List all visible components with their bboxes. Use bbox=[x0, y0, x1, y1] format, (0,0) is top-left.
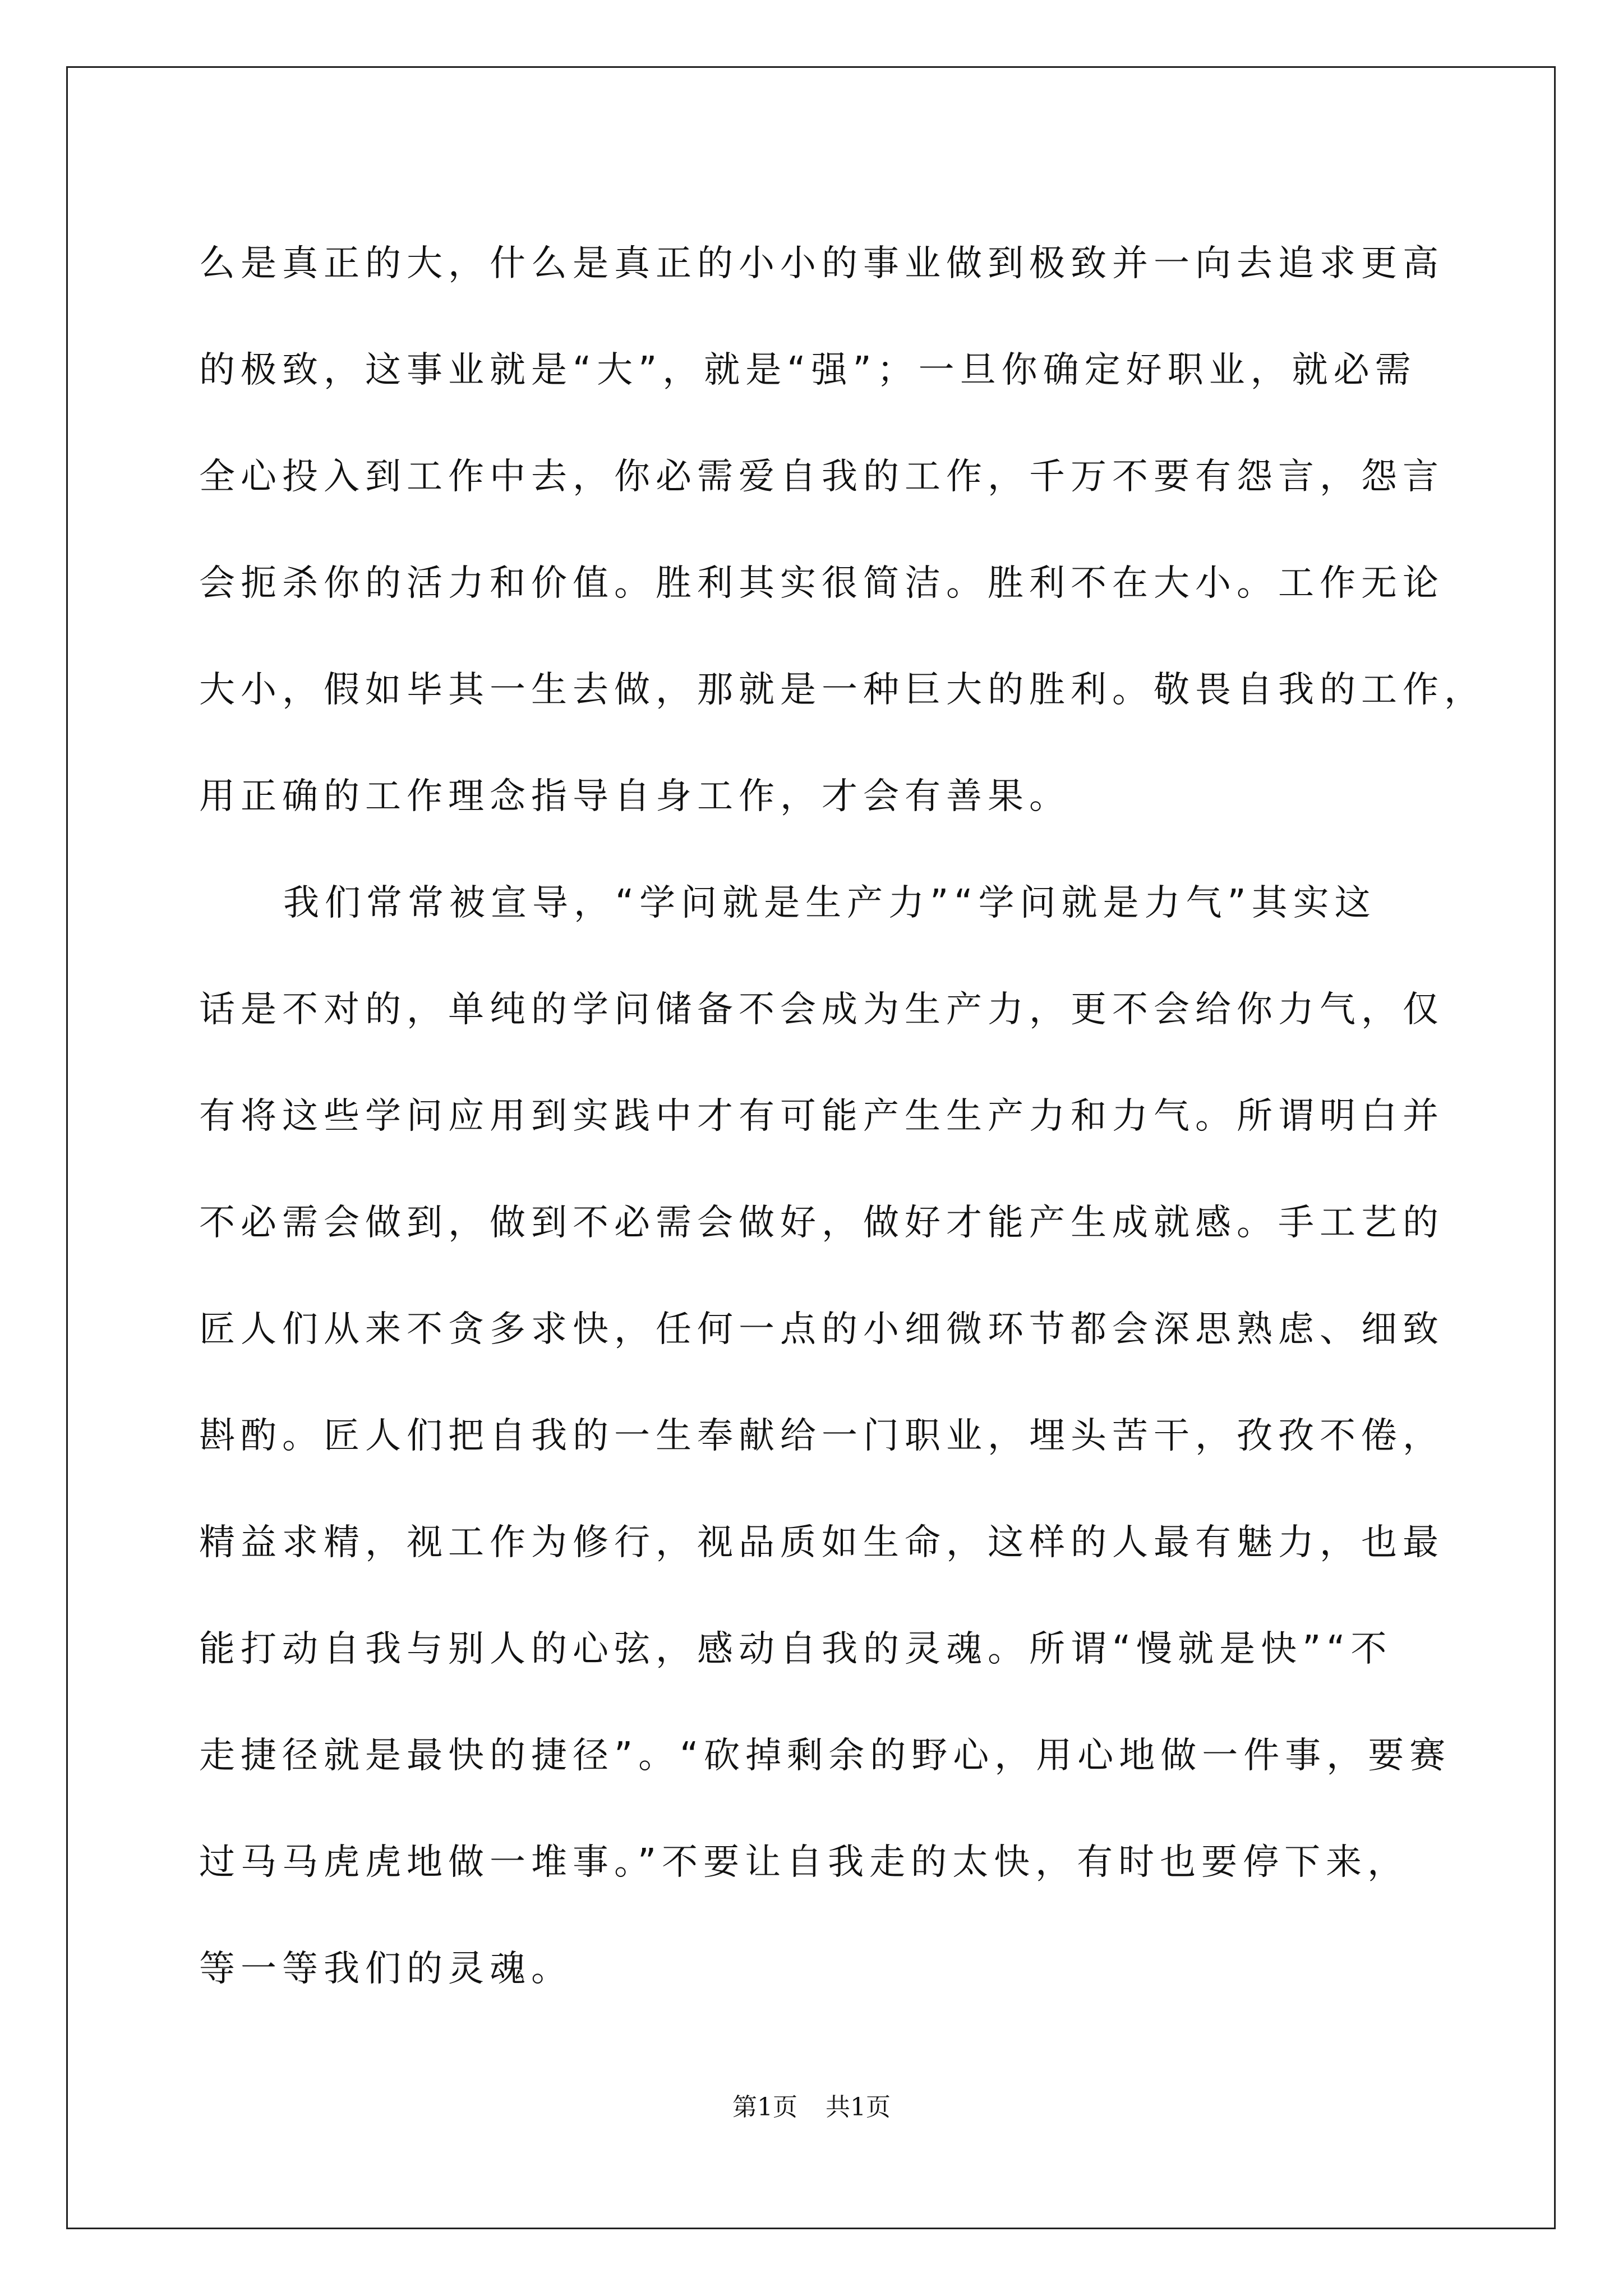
text-line: 能打动自我与别人的心弦，感动自我的灵魂。所谓“慢就是快”“不 bbox=[199, 1628, 1393, 1670]
text-line: 有将这些学问应用到实践中才有可能产生生产力和力气。所谓明白并 bbox=[199, 1096, 1444, 1137]
paragraph-first-line: 我们常常被宣导，“学问就是生产力”“学问就是力气”其实这 bbox=[283, 882, 1376, 924]
text-line: 匠人们从来不贪多求快，任何一点的小细微环节都会深思熟虑、细致 bbox=[199, 1309, 1444, 1350]
text-line: 大小，假如毕其一生去做，那就是一种巨大的胜利。敬畏自我的工作， bbox=[199, 669, 1486, 711]
text-line: 会扼杀你的活力和价值。胜利其实很简洁。胜利不在大小。工作无论 bbox=[199, 563, 1444, 604]
text-line: 全心投入到工作中去，你必需爱自我的工作，千万不要有怨言，怨言 bbox=[199, 456, 1444, 498]
page-number: 第1页 bbox=[732, 2093, 797, 2122]
text-line: 过马马虎虎地做一堆事。”不要让自我走的太快，有时也要停下来， bbox=[199, 1842, 1409, 1883]
text-line: 不必需会做到，做到不必需会做好，做好才能产生成就感。手工艺的 bbox=[199, 1202, 1444, 1244]
page-footer bbox=[0, 2087, 1623, 2123]
text-line: 么是真正的大，什么是真正的小小的事业做到极致并一向去追求更高 bbox=[199, 243, 1444, 284]
text-line: 等一等我们的灵魂。 bbox=[199, 1948, 573, 1990]
text-line: 精益求精，视工作为修行，视品质如生命，这样的人最有魅力，也最 bbox=[199, 1522, 1444, 1563]
text-line: 的极致，这事业就是“大”，就是“强”；一旦你确定好职业，就必需 bbox=[199, 349, 1417, 391]
text-line: 走捷径就是最快的捷径”。“砍掉剩余的野心，用心地做一件事，要赛 bbox=[199, 1735, 1451, 1777]
document-body bbox=[199, 210, 1486, 2022]
text-line: 斟酌。匠人们把自我的一生奉献给一门职业，埋头苦干，孜孜不倦， bbox=[199, 1415, 1444, 1457]
text-line: 话是不对的，单纯的学问储备不会成为生产力，更不会给你力气，仅 bbox=[199, 989, 1444, 1030]
text-line: 用正确的工作理念指导自身工作，才会有善果。 bbox=[199, 776, 1071, 817]
page-total: 共1页 bbox=[826, 2093, 891, 2122]
